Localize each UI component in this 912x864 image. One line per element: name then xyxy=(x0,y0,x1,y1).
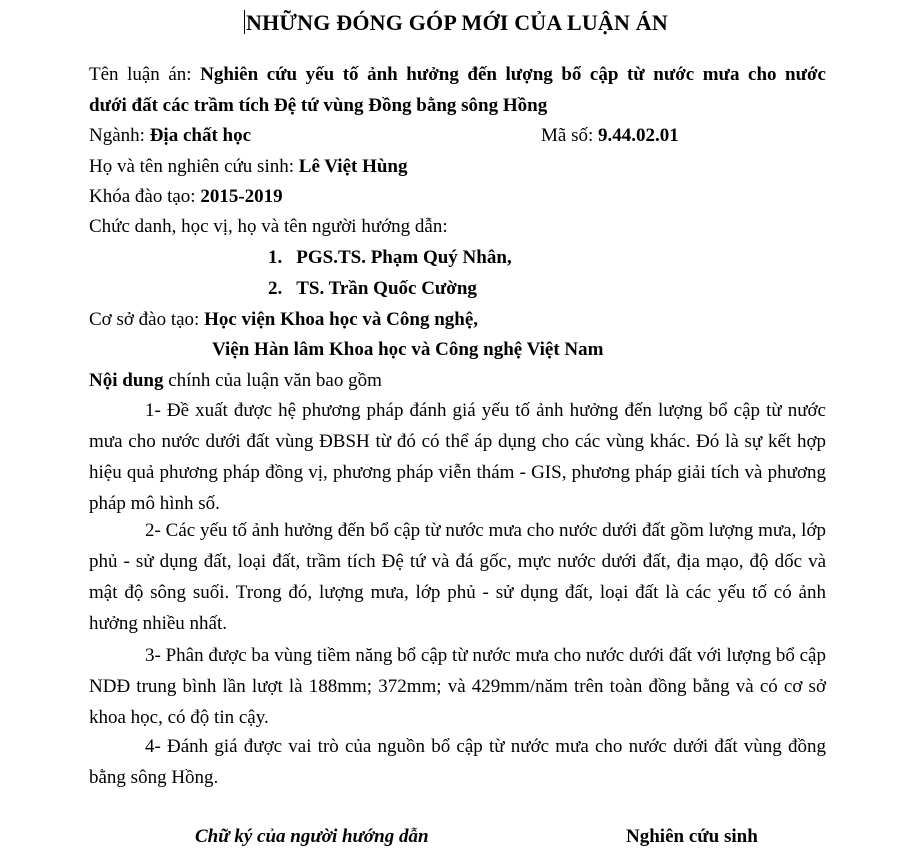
supervisor-name: PGS.TS. Phạm Quý Nhân, xyxy=(296,247,512,268)
supervisor-name: TS. Trần Quốc Cường xyxy=(296,278,477,299)
major-row xyxy=(89,121,826,151)
code-field xyxy=(541,121,679,151)
student-name: Lê Việt Hùng xyxy=(298,156,408,177)
contribution-paragraph: 4- Đánh giá được vai trò của nguồn bổ cập từ nước mưa cho nước dưới đất vùng đồng bằng sông Hồng. xyxy=(89,736,826,788)
major-value: Địa chất học xyxy=(149,125,252,146)
institution-line-1: Học viện Khoa học và Công nghệ, xyxy=(204,309,479,330)
institution-row xyxy=(89,305,826,335)
contribution-paragraph: 2- Các yếu tố ảnh hưởng đến bổ cập từ nước mưa cho nước dưới đất gồm lượng mưa, lớp phủ - sử dụng đất, loại đất, trầm tích Đệ tứ và đá gốc, mực nước dưới đất, địa mạo, độ dốc và mật độ sông suối. Trong đó, lượng mưa, lớp phủ - sử dụng đất, loại đất là các yếu tố có ảnh hưởng nhiều nhất. xyxy=(89,520,826,634)
course-row xyxy=(89,182,826,212)
thesis-name-part-1: Nghiên cứu yếu tố ảnh hưởng đến lượng bổ cập từ nước mưa cho nước xyxy=(200,64,826,85)
code-label: Mã số: xyxy=(541,125,598,146)
institution-line-2: Viện Hàn lâm Khoa học và Công nghệ Việt Nam xyxy=(212,339,604,360)
institution-label: Cơ sở đào tạo: xyxy=(89,309,205,330)
student-row xyxy=(89,152,826,182)
thesis-name-line-1: Tên luận án: Nghiên cứu yếu tố ảnh hưởng đến lượng bổ cập từ nước mưa cho nước xyxy=(89,64,826,85)
course-value: 2015-2019 xyxy=(200,186,283,207)
contribution-paragraph: 3- Phân được ba vùng tiềm năng bổ cập từ nước mưa cho nước dưới đất với lượng bổ cập NDĐ trung bình lần lượt là 188mm; 372mm; và 429mm/năm trên toàn đồng bằng và có cơ sở khoa học, có độ tin cậy. xyxy=(89,645,826,728)
supervisors-label: Chức danh, học vị, họ và tên người hướng dẫn: xyxy=(89,216,448,237)
student-label: Họ và tên nghiên cứu sinh: xyxy=(89,156,299,177)
code-value: 9.44.02.01 xyxy=(598,125,679,146)
content-heading: Nội dung chính của luận văn bao gồm xyxy=(89,370,382,391)
page-title: NHỮNG ĐÓNG GÓP MỚI CỦA LUẬN ÁN xyxy=(246,10,668,35)
student-signature-label: Nghiên cứu sinh xyxy=(626,826,758,847)
thesis-name-line-2 xyxy=(89,91,826,121)
supervisor-item: 1. PGS.TS. Phạm Quý Nhân, xyxy=(268,247,512,268)
contribution-paragraph: 1- Đề xuất được hệ phương pháp đánh giá yếu tố ảnh hưởng đến lượng bổ cập từ nước mưa cho nước dưới đất vùng ĐBSH từ đó có thể áp dụng cho các vùng khác. Đó là sự kết hợp hiệu quả phương pháp đồng vị, phương pháp viễn thám - GIS, phương pháp giải tích và phương pháp mô hình số. xyxy=(89,400,826,514)
thesis-name-part-2: dưới đất các trầm tích Đệ tứ vùng Đồng bằng sông Hồng xyxy=(89,95,548,116)
text-cursor xyxy=(244,10,245,34)
supervisor-item: 2. TS. Trần Quốc Cường xyxy=(268,278,477,299)
major-label: Ngành: xyxy=(89,125,150,146)
course-label: Khóa đào tạo: xyxy=(89,186,201,207)
supervisor-signature-label: Chữ ký của người hướng dẫn xyxy=(195,826,429,847)
